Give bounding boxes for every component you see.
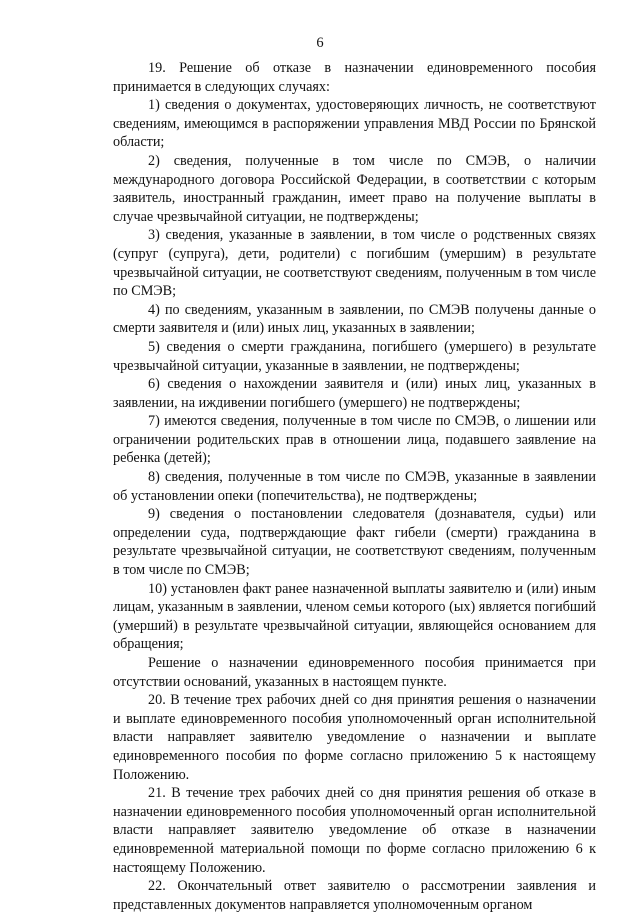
list-item-4: 4) по сведениям, указанным в заявлении, по СМЭВ получены данные о смерти заявителя и (или) иных лиц, указанных в заявлении; xyxy=(113,301,596,337)
paragraph-decision-note: Решение о назначении единовременного пособия принимается при отсутствии оснований, указанных в настоящем пункте. xyxy=(113,655,596,690)
paragraph-21: 21. В течение трех рабочих дней со дня принятия решения об отказе в назначении единовременного пособия уполномоченный орган исполнительной власти направляет заявителю уведомление об отказе в назначении единовременной материальной помощи по форме согласно приложению 6 к настоящему Положению. xyxy=(113,785,596,876)
document-body xyxy=(113,59,596,914)
paragraph-22: 22. Окончательный ответ заявителю о рассмотрении заявления и представленных документов направляется уполномоченным органом xyxy=(113,878,596,913)
list-item-2: 2) сведения, полученные в том числе по СМЭВ, о наличии международного договора Российской Федерации, в соответствии с которым заявитель, иностранный гражданин, имеет право на получение выплаты в случае чрезвычайной ситуации, не подтверждены; xyxy=(113,152,596,225)
list-item-7: 7) имеются сведения, полученные в том числе по СМЭВ, о лишении или ограничении родительских прав в отношении лица, подавшего заявление на ребенка (детей); xyxy=(113,413,596,467)
list-item-3: 3) сведения, указанные в заявлении, в том числе о родственных связях (супруг (супруга), дети, родители) с погибшим (умершим) в результате чрезвычайной ситуации, не соответствуют сведениям, полученным в том числе по СМЭВ; xyxy=(113,227,596,300)
paragraph-20: 20. В течение трех рабочих дней со дня принятия решения о назначении и выплате единовременного пособия уполномоченный орган исполнительной власти направляет заявителю уведомление о назначении и выплате единовременного пособия по форме согласно приложению 5 к настоящему Положению. xyxy=(113,692,596,783)
paragraph-19: 19. Решение об отказе в назначении единовременного пособия принимается в следующих случаях: xyxy=(113,60,596,95)
list-item-6: 6) сведения о нахождении заявителя и (или) иных лиц, указанных в заявлении, на иждивении погибшего (умершего) не подтверждены; xyxy=(113,376,596,411)
list-item-1: 1) сведения о документах, удостоверяющих личность, не соответствуют сведениям, имеющимся в распоряжении управления МВД России по Брянской области; xyxy=(113,97,596,151)
page-number: 6 xyxy=(316,35,324,51)
list-item-8: 8) сведения, полученные в том числе по СМЭВ, указанные в заявлении об установлении опеки (попечительства), не подтверждены; xyxy=(113,469,596,504)
list-item-10: 10) установлен факт ранее назначенной выплаты заявителю и (или) иным лицам, указанным в заявлении, членом семьи которого (ых) является погибший (умерший) в результате чрезвычайной ситуации, являющейся основанием для обращения; xyxy=(113,580,596,653)
list-item-5: 5) сведения о смерти гражданина, погибшего (умершего) в результате чрезвычайной ситуации, указанные в заявлении, не подтверждены; xyxy=(113,338,596,374)
list-item-9: 9) сведения о постановлении следователя (дознавателя, судьи) или определении суда, подтверждающие факт гибели (смерти) гражданина в результате чрезвычайной ситуации, не соответствуют сведениям, полученным в том числе по СМЭВ; xyxy=(113,506,596,579)
